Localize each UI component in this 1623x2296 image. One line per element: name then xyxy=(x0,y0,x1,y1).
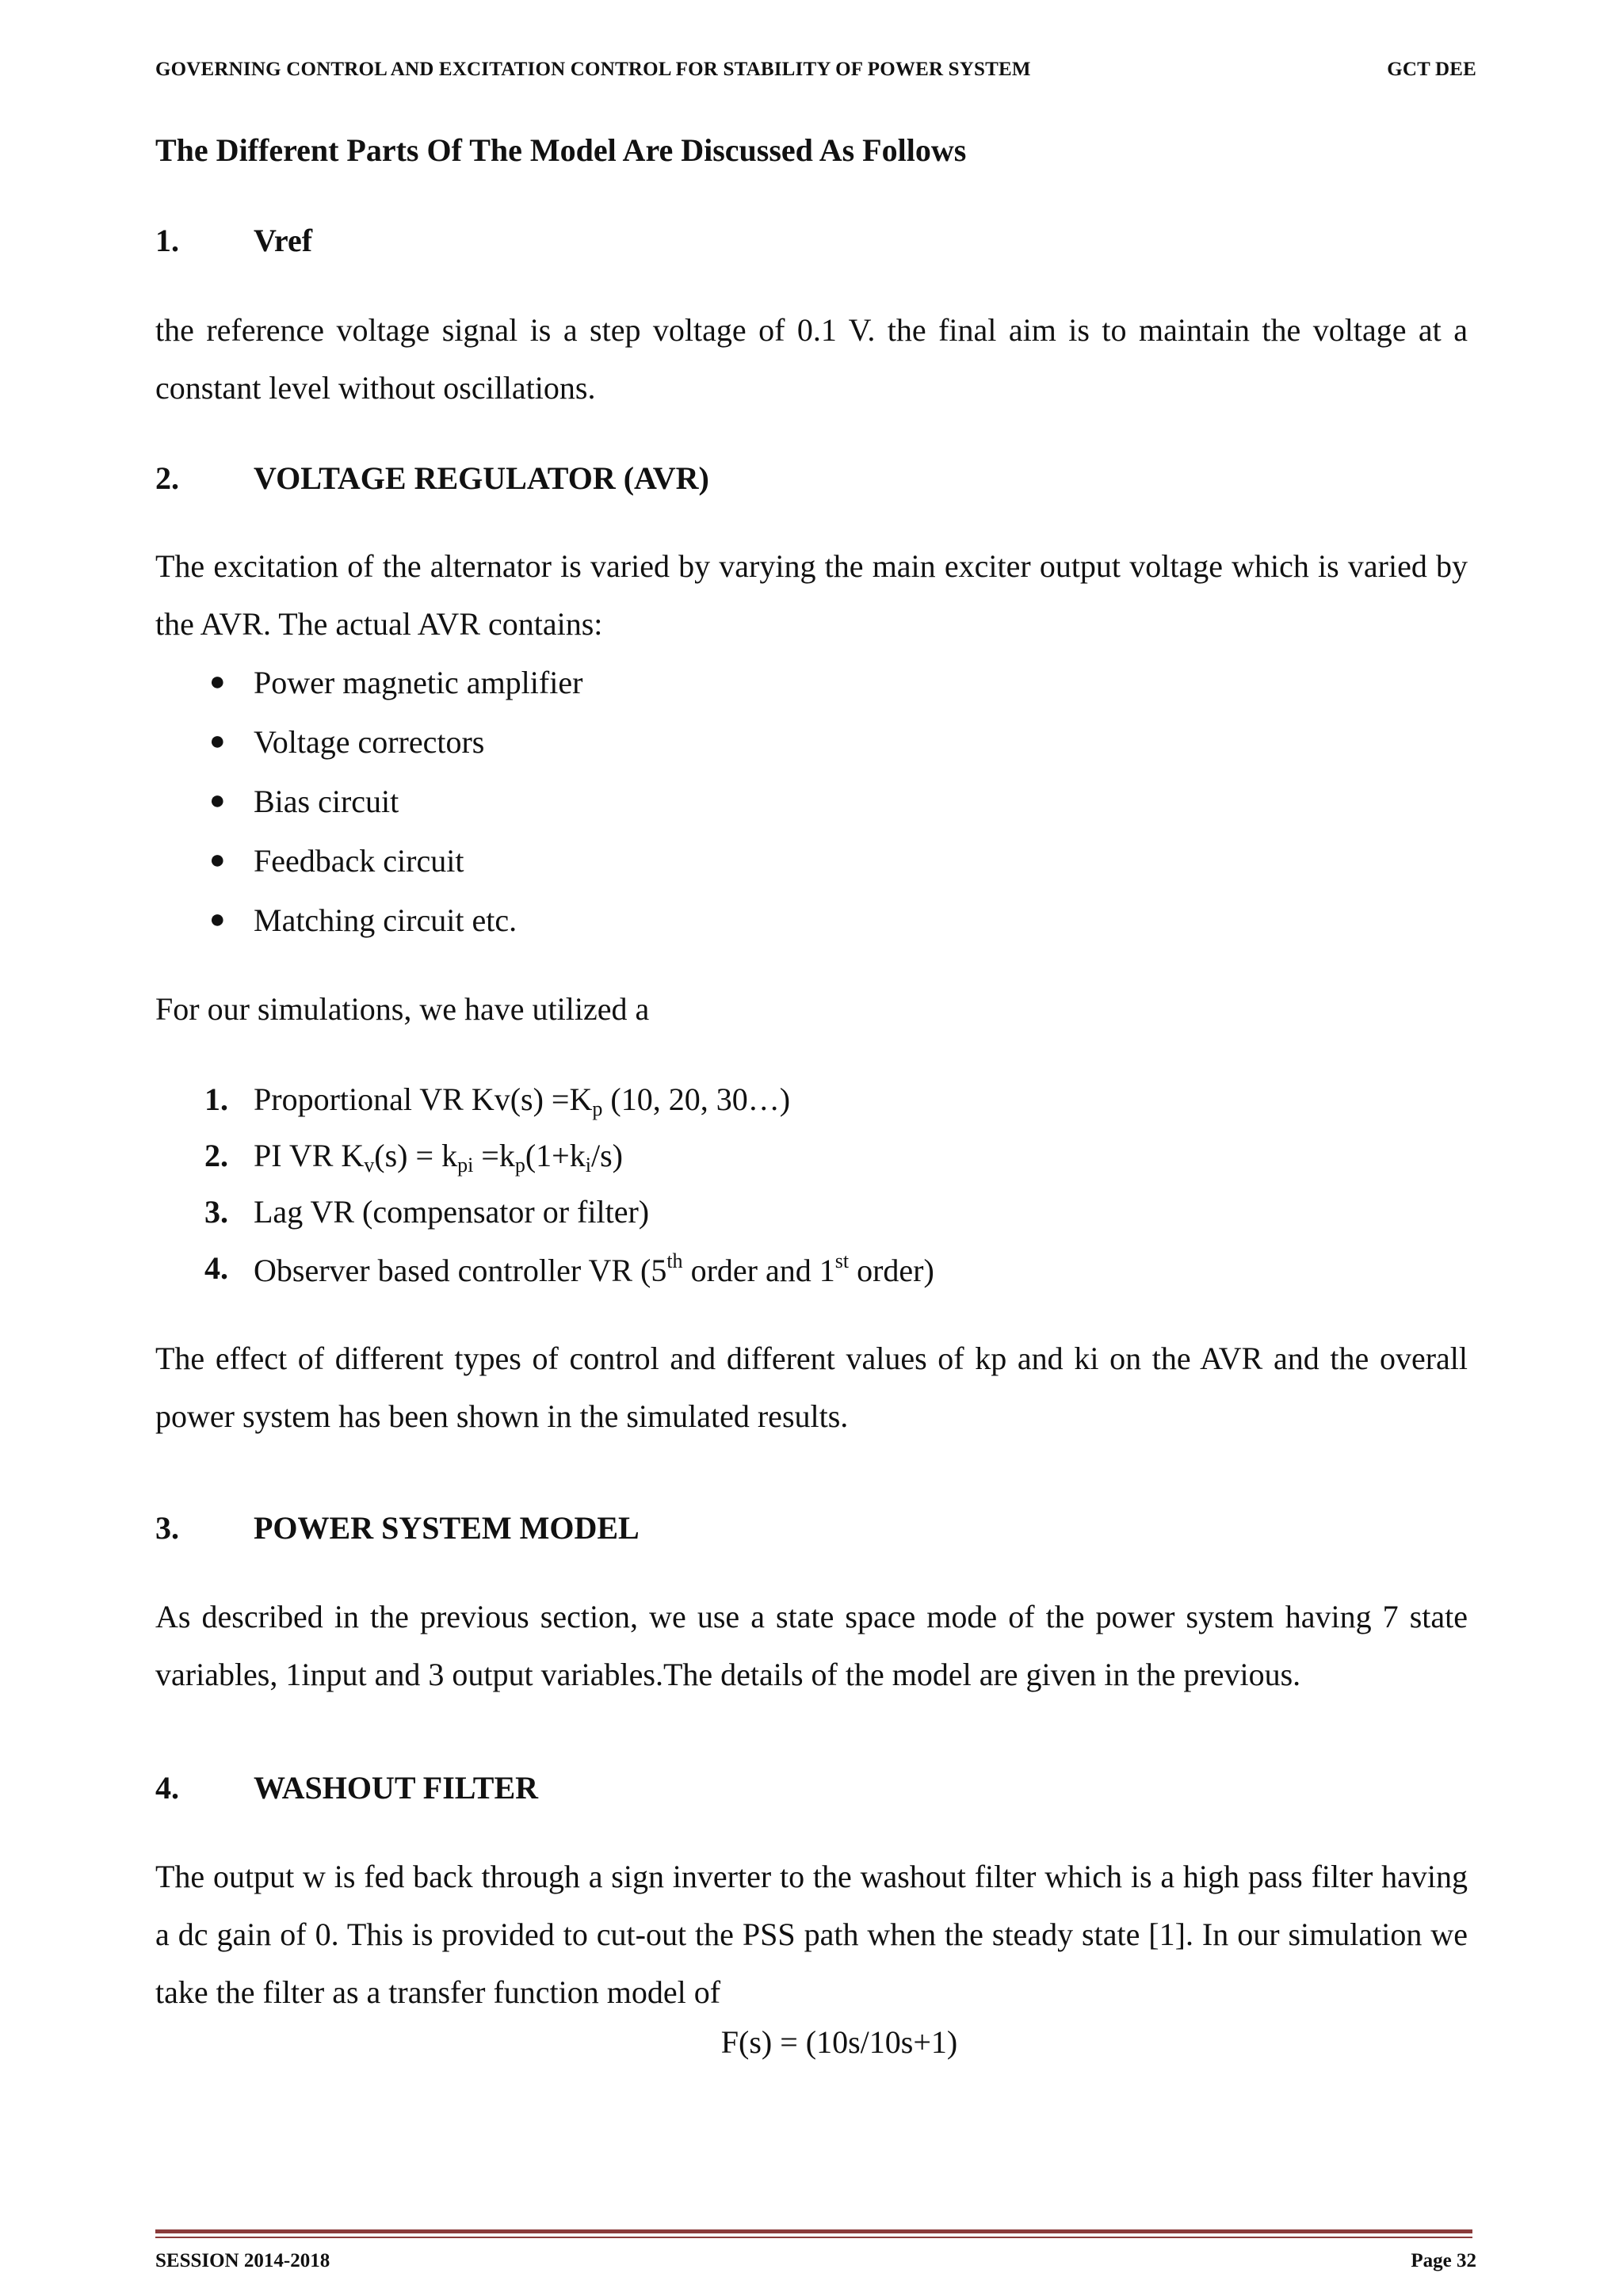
bullet-icon: ● xyxy=(209,905,226,934)
list-item: Feedback circuit xyxy=(254,843,464,879)
vr-item-proportional: Proportional VR $Kv(s) =K_p$ (10, 20, 30…) xyxy=(254,1081,791,1120)
transfer-function-formula: F(s) = (10s/10s+1) xyxy=(720,2024,958,2060)
vr-item-lag: Lag VR (compensator or filter) xyxy=(254,1194,650,1230)
footer-session: SESSION 2014-2018 xyxy=(155,2250,330,2271)
vr-item-observer: Observer based controller VR (5th order and 1st order) xyxy=(254,1249,934,1288)
list-number-4: 4. xyxy=(204,1250,228,1286)
list-item: Matching circuit etc. xyxy=(254,902,517,938)
section-title-power-system-model: POWER SYSTEM MODEL xyxy=(254,1510,640,1546)
list-number-1: 1. xyxy=(204,1081,228,1117)
section-title-avr: VOLTAGE REGULATOR (AVR) xyxy=(254,460,709,496)
bullet-icon: ● xyxy=(209,727,226,756)
list-item: Voltage correctors xyxy=(254,724,485,760)
running-header-title: GOVERNING CONTROL AND EXCITATION CONTROL FOR STABILITY OF POWER SYSTEM xyxy=(155,59,1031,80)
simulation-intro: For our simulations, we have utilized a xyxy=(155,991,650,1027)
bullet-icon: ● xyxy=(209,786,226,815)
section-number-2: 2. xyxy=(155,460,179,496)
section-title-washout-filter: WASHOUT FILTER xyxy=(254,1770,539,1806)
footer-page-number: Page 32 xyxy=(1411,2250,1476,2271)
section-number-1: 1. xyxy=(155,223,179,258)
effect-paragraph: The effect of different types of control and different values of kp and ki on the AVR and the overall power system has been shown in the simulated results. xyxy=(155,1341,1468,1434)
power-system-model-paragraph: As described in the previous section, we use a state space mode of the power system having 7 state variables, 1input and 3 output variables.The details of the model are given in the previous. xyxy=(155,1599,1468,1692)
vref-paragraph: the reference voltage signal is a step voltage of 0.1 V. the final aim is to maintain the voltage at a constant level without oscillations. xyxy=(155,312,1468,406)
list-item: Bias circuit xyxy=(254,784,399,819)
running-header-dept: GCT DEE xyxy=(1387,59,1476,80)
section-number-3: 3. xyxy=(155,1510,179,1546)
section-number-4: 4. xyxy=(155,1770,179,1806)
avr-paragraph: The excitation of the alternator is varied by varying the main exciter output voltage which is varied by the AVR. The actual AVR contains: xyxy=(155,548,1468,642)
list-number-3: 3. xyxy=(204,1194,228,1230)
washout-paragraph: The output w is fed back through a sign inverter to the washout filter which is a high pass filter having a dc gain of 0. This is provided to cut-out the PSS path when the steady state [1]. In our simulation we take the filter as a transfer function model of xyxy=(155,1859,1468,2010)
footer-rule-thin xyxy=(155,2237,1472,2238)
list-item: Power magnetic amplifier xyxy=(254,665,583,700)
bullet-icon: ● xyxy=(209,667,226,696)
section-title-vref: Vref xyxy=(254,223,313,258)
footer-rule xyxy=(155,2229,1472,2233)
bullet-icon: ● xyxy=(209,845,226,875)
page-heading: The Different Parts Of The Model Are Discussed As Follows xyxy=(155,132,967,168)
vr-item-pi: PI VR $K_v(s) = k_{pi} =k_p(1+k_i/s)$ xyxy=(254,1138,623,1177)
list-number-2: 2. xyxy=(204,1138,228,1173)
